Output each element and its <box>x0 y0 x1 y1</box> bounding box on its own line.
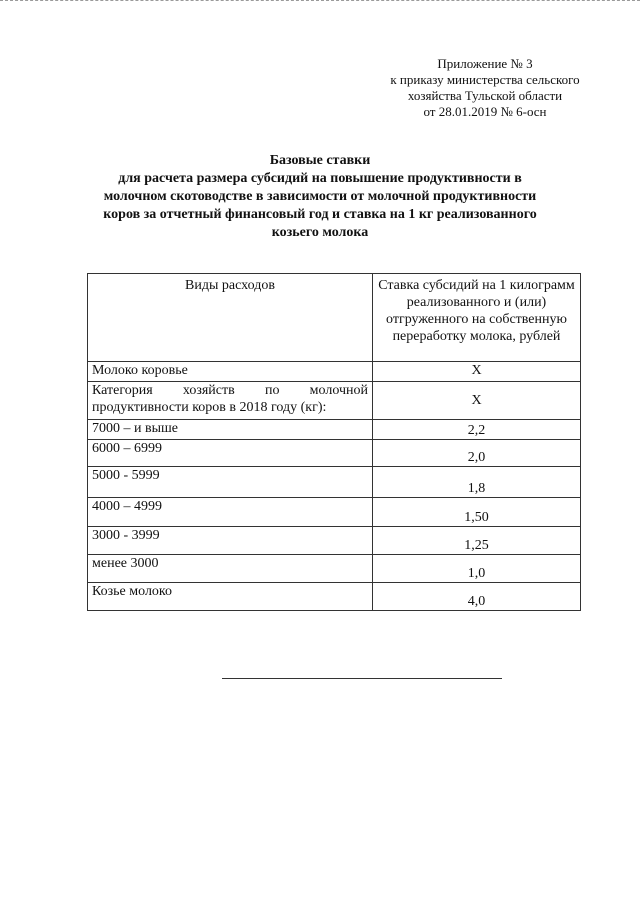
table-header-row <box>88 274 581 362</box>
title-line-3: молочном скотоводстве в зависимости от молочной продуктивности <box>103 189 537 204</box>
row-label: 3000 - 3999 <box>88 527 373 555</box>
row-label: 6000 – 6999 <box>88 440 373 467</box>
row-value: 1,0 <box>373 555 581 583</box>
document-title <box>80 152 560 242</box>
rates-table <box>87 273 581 611</box>
annex-number: Приложение № 3 <box>437 56 533 71</box>
row-value: Х <box>373 362 581 382</box>
row-label: Категория хозяйств по молочной продуктивности коров в 2018 году (кг): <box>88 382 373 420</box>
table-row <box>88 467 581 498</box>
row-value: 1,50 <box>373 498 581 527</box>
annex-date: от 28.01.2019 № 6-осн <box>423 104 547 119</box>
table-row <box>88 420 581 440</box>
row-label: Молоко коровье <box>88 362 373 382</box>
row-value: 2,0 <box>373 440 581 467</box>
table-row <box>88 382 581 420</box>
row-label: 4000 – 4999 <box>88 498 373 527</box>
header-expense-types: Виды расходов <box>88 274 373 362</box>
closing-rule <box>222 678 502 679</box>
table-row <box>88 362 581 382</box>
title-line-4: коров за отчетный финансовый год и ставка на 1 кг реализованного <box>103 207 537 222</box>
title-line-2: для расчета размера субсидий на повышение продуктивности в <box>118 171 522 186</box>
table-row <box>88 527 581 555</box>
row-value: Х <box>373 382 581 420</box>
annex-block <box>370 56 600 120</box>
row-label: Козье молоко <box>88 583 373 611</box>
table-row <box>88 555 581 583</box>
row-value: 2,2 <box>373 420 581 440</box>
annex-ministry: хозяйства Тульской области <box>407 88 563 103</box>
title-line-1: Базовые ставки <box>269 153 371 168</box>
annex-order-ref: к приказу министерства сельского <box>390 72 580 87</box>
row-label: 5000 - 5999 <box>88 467 373 498</box>
table-row <box>88 583 581 611</box>
table-row <box>88 440 581 467</box>
row-label: 7000 – и выше <box>88 420 373 440</box>
row-value: 4,0 <box>373 583 581 611</box>
row-value: 1,8 <box>373 467 581 498</box>
title-line-5: козьего молока <box>271 225 369 240</box>
scan-top-edge <box>0 0 640 3</box>
header-subsidy-rate: Ставка субсидий на 1 килограмм реализованного и (или) отгруженного на собственную переработку молока, рублей <box>373 274 581 362</box>
row-value: 1,25 <box>373 527 581 555</box>
row-label: менее 3000 <box>88 555 373 583</box>
table-row <box>88 498 581 527</box>
